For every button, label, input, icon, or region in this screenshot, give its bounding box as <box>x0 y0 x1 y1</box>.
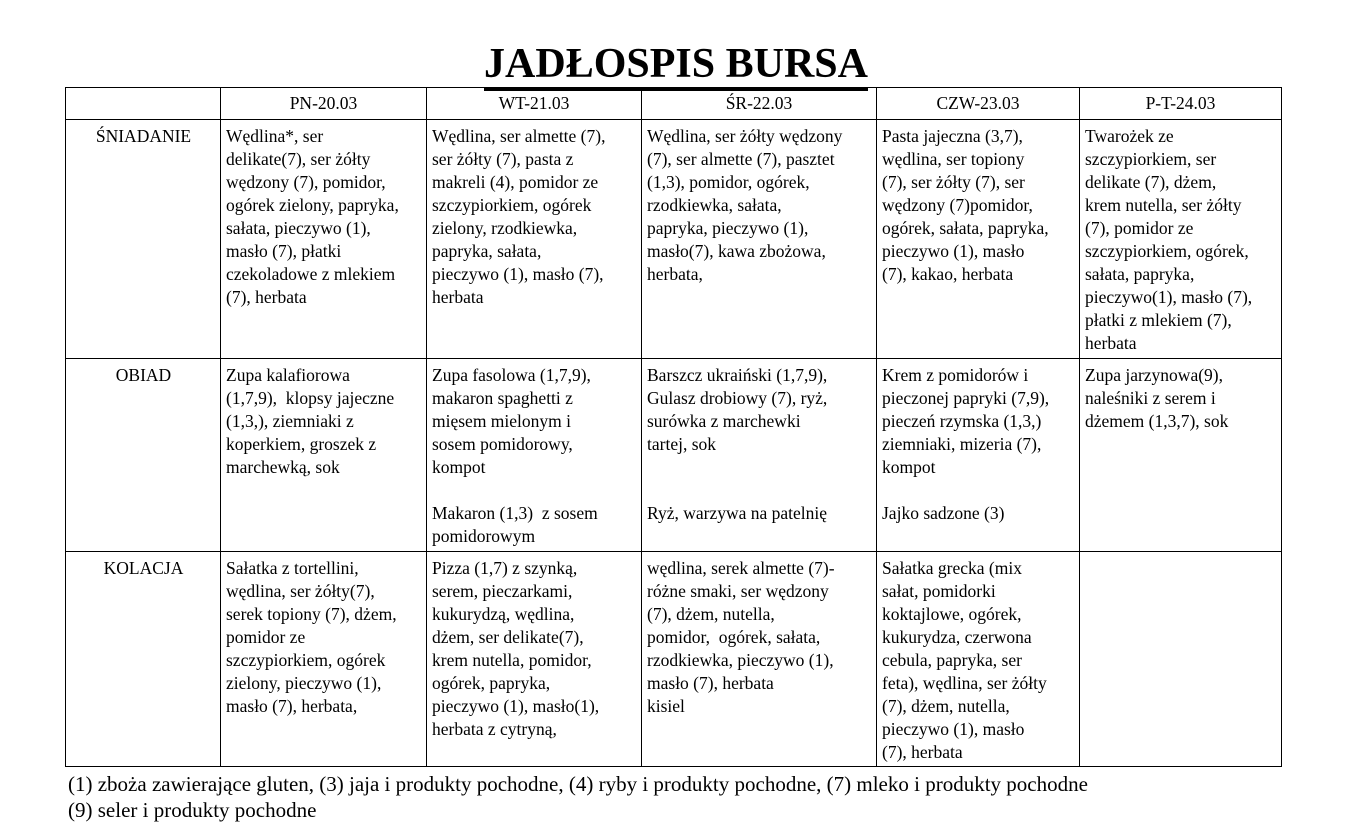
corner-cell <box>66 88 221 120</box>
menu-cell <box>877 359 1080 552</box>
menu-line: pomidor, ogórek, sałata, <box>647 627 821 647</box>
menu-line: krem nutella, pomidor, <box>432 650 592 670</box>
day-header: ŚR-22.03 <box>642 88 877 120</box>
menu-cell <box>1080 120 1282 359</box>
menu-line: szczypiorkiem, ogórek <box>226 650 386 670</box>
menu-line: masło (7), płatki <box>226 241 342 261</box>
menu-line: papryka, pieczywo (1), <box>647 218 809 238</box>
meal-row <box>66 359 1282 552</box>
menu-line: Sałatka z tortellini, <box>226 558 359 578</box>
menu-cell <box>642 120 877 359</box>
menu-line: pieczonej papryki (7,9), <box>882 388 1050 408</box>
menu-line: pomidor ze <box>226 627 306 647</box>
menu-line: (1,3,), ziemniaki z <box>226 411 354 431</box>
menu-line: Sałatka grecka (mix <box>882 558 1022 578</box>
menu-line: dżem, ser delikate(7), <box>432 627 584 647</box>
menu-line: pieczywo (1), masło <box>882 719 1025 739</box>
menu-cell <box>1080 552 1282 767</box>
page-title-text: JADŁOSPIS BURSA <box>484 41 868 91</box>
menu-line: mięsem mielonym i <box>432 411 572 431</box>
menu-line: (7), kakao, herbata <box>882 264 1014 284</box>
menu-line: różne smaki, ser wędzony <box>647 581 829 601</box>
menu-line: rzodkiewka, pieczywo (1), <box>647 650 834 670</box>
menu-line: herbata z cytryną, <box>432 719 557 739</box>
menu-line: (7), ser almette (7), pasztet <box>647 149 835 169</box>
menu-line: Gulasz drobiowy (7), ryż, <box>647 388 828 408</box>
menu-line: Ryż, warzywa na patelnię <box>647 503 828 523</box>
menu-line: naleśniki z serem i <box>1085 388 1216 408</box>
menu-line: sosem pomidorowy, <box>432 434 573 454</box>
menu-line: masło (7), herbata, <box>226 696 358 716</box>
menu-line: (1,3), pomidor, ogórek, <box>647 172 810 192</box>
menu-line: ser żółty (7), pasta z <box>432 149 574 169</box>
meal-row <box>66 552 1282 767</box>
menu-cell <box>877 120 1080 359</box>
menu-line: wędzony (7)pomidor, <box>882 195 1033 215</box>
menu-line <box>647 456 872 479</box>
day-header: CZW-23.03 <box>877 88 1080 120</box>
menu-line: herbata <box>432 287 484 307</box>
menu-line: sałat, pomidorki <box>882 581 996 601</box>
menu-cell <box>221 120 427 359</box>
menu-line: koperkiem, groszek z <box>226 434 377 454</box>
menu-line: (7), herbata <box>226 287 307 307</box>
menu-line: kukurydza, czerwona <box>882 627 1032 647</box>
meal-name: OBIAD <box>66 359 221 552</box>
menu-line: Pizza (1,7) z szynką, <box>432 558 578 578</box>
menu-line: makaron spaghetti z <box>432 388 573 408</box>
menu-line: (7), dżem, nutella, <box>882 696 1010 716</box>
menu-cell <box>427 552 642 767</box>
menu-line: Makaron (1,3) z sosem <box>432 503 598 523</box>
menu-line: Zupa fasolowa (1,7,9), <box>432 365 591 385</box>
menu-line: kukurydzą, wędlina, <box>432 604 575 624</box>
menu-line: herbata <box>1085 333 1137 353</box>
menu-line: pieczywo (1), masło(1), <box>432 696 600 716</box>
day-header: WT-21.03 <box>427 88 642 120</box>
menu-line: surówka z marchewki <box>647 411 801 431</box>
menu-line: pieczywo(1), masło (7), <box>1085 287 1253 307</box>
menu-line: pieczywo (1), masło <box>882 241 1025 261</box>
menu-line: kompot <box>432 457 486 477</box>
menu-line: cebula, papryka, ser <box>882 650 1022 670</box>
menu-line: masło (7), herbata <box>647 673 774 693</box>
menu-cell <box>427 120 642 359</box>
menu-line: czekoladowe z mlekiem <box>226 264 396 284</box>
menu-cell <box>221 359 427 552</box>
menu-line: (7), ser żółty (7), ser <box>882 172 1025 192</box>
menu-line: herbata, <box>647 264 703 284</box>
menu-cell <box>642 552 877 767</box>
menu-line: Wędlina, ser żółty wędzony <box>647 126 843 146</box>
menu-line: Zupa jarzynowa(9), <box>1085 365 1223 385</box>
menu-line: Pasta jajeczna (3,7), <box>882 126 1023 146</box>
menu-line: pieczeń rzymska (1,3,) <box>882 411 1042 431</box>
menu-line: Twarożek ze <box>1085 126 1174 146</box>
menu-line: ziemniaki, mizeria (7), <box>882 434 1042 454</box>
menu-line: Barszcz ukraiński (1,7,9), <box>647 365 828 385</box>
menu-line: papryka, sałata, <box>432 241 542 261</box>
menu-line: tartej, sok <box>647 434 717 454</box>
menu-line: sałata, pieczywo (1), <box>226 218 371 238</box>
menu-cell <box>427 359 642 552</box>
day-header: PN-20.03 <box>221 88 427 120</box>
menu-line: Zupa kalafiorowa <box>226 365 350 385</box>
header-row <box>66 88 1282 120</box>
menu-line: ogórek, papryka, <box>432 673 551 693</box>
menu-line: pieczywo (1), masło (7), <box>432 264 604 284</box>
menu-line: sałata, papryka, <box>1085 264 1195 284</box>
menu-line: pomidorowym <box>432 526 536 546</box>
meal-name: ŚNIADANIE <box>66 120 221 359</box>
menu-line: wędlina, serek almette (7)- <box>647 558 835 578</box>
menu-line: zielony, rzodkiewka, <box>432 218 578 238</box>
menu-line: (7), pomidor ze <box>1085 218 1194 238</box>
menu-table <box>65 87 1282 767</box>
menu-line: marchewką, sok <box>226 457 340 477</box>
page-title <box>0 38 1352 90</box>
menu-line: Wędlina*, ser <box>226 126 324 146</box>
menu-line: kompot <box>882 457 936 477</box>
menu-line: (1,7,9), klopsy jajeczne <box>226 388 395 408</box>
menu-line: Wędlina, ser almette (7), <box>432 126 606 146</box>
footnote-line: (9) seler i produkty pochodne <box>68 798 317 822</box>
menu-line: płatki z mlekiem (7), <box>1085 310 1232 330</box>
menu-line: rzodkiewka, sałata, <box>647 195 782 215</box>
allergen-footnote <box>68 771 1088 823</box>
day-header: P-T-24.03 <box>1080 88 1282 120</box>
menu-line: (7), herbata <box>882 742 963 762</box>
menu-cell <box>642 359 877 552</box>
menu-line: szczypiorkiem, ogórek <box>432 195 592 215</box>
menu-line: szczypiorkiem, ogórek, <box>1085 241 1249 261</box>
menu-line: Krem z pomidorów i <box>882 365 1029 385</box>
menu-line: ogórek zielony, papryka, <box>226 195 399 215</box>
menu-line: wędlina, ser topiony <box>882 149 1025 169</box>
menu-line: delikate (7), dżem, <box>1085 172 1217 192</box>
menu-line: szczypiorkiem, ser <box>1085 149 1217 169</box>
menu-line <box>647 479 872 502</box>
menu-line: serem, pieczarkami, <box>432 581 573 601</box>
menu-cell <box>1080 359 1282 552</box>
menu-line: krem nutella, ser żółty <box>1085 195 1242 215</box>
menu-line: wędlina, ser żółty(7), <box>226 581 375 601</box>
menu-line: ogórek, sałata, papryka, <box>882 218 1049 238</box>
menu-line: dżemem (1,3,7), sok <box>1085 411 1229 431</box>
menu-cell <box>221 552 427 767</box>
menu-line: (7), dżem, nutella, <box>647 604 775 624</box>
menu-line: serek topiony (7), dżem, <box>226 604 397 624</box>
menu-line: masło(7), kawa zbożowa, <box>647 241 826 261</box>
menu-line: feta), wędlina, ser żółty <box>882 673 1047 693</box>
menu-line: makreli (4), pomidor ze <box>432 172 599 192</box>
footnote-line: (1) zboża zawierające gluten, (3) jaja i produkty pochodne, (4) ryby i produkty pochodne, (7) mleko i produkty pochodne <box>68 772 1088 796</box>
meal-row <box>66 120 1282 359</box>
menu-line <box>882 479 1075 502</box>
menu-line: delikate(7), ser żółty <box>226 149 371 169</box>
menu-line: wędzony (7), pomidor, <box>226 172 386 192</box>
menu-line: koktajlowe, ogórek, <box>882 604 1022 624</box>
menu-line <box>432 479 637 502</box>
menu-line: zielony, pieczywo (1), <box>226 673 382 693</box>
menu-line: Jajko sadzone (3) <box>882 503 1005 523</box>
menu-cell <box>877 552 1080 767</box>
menu-line: kisiel <box>647 696 685 716</box>
meal-name: KOLACJA <box>66 552 221 767</box>
